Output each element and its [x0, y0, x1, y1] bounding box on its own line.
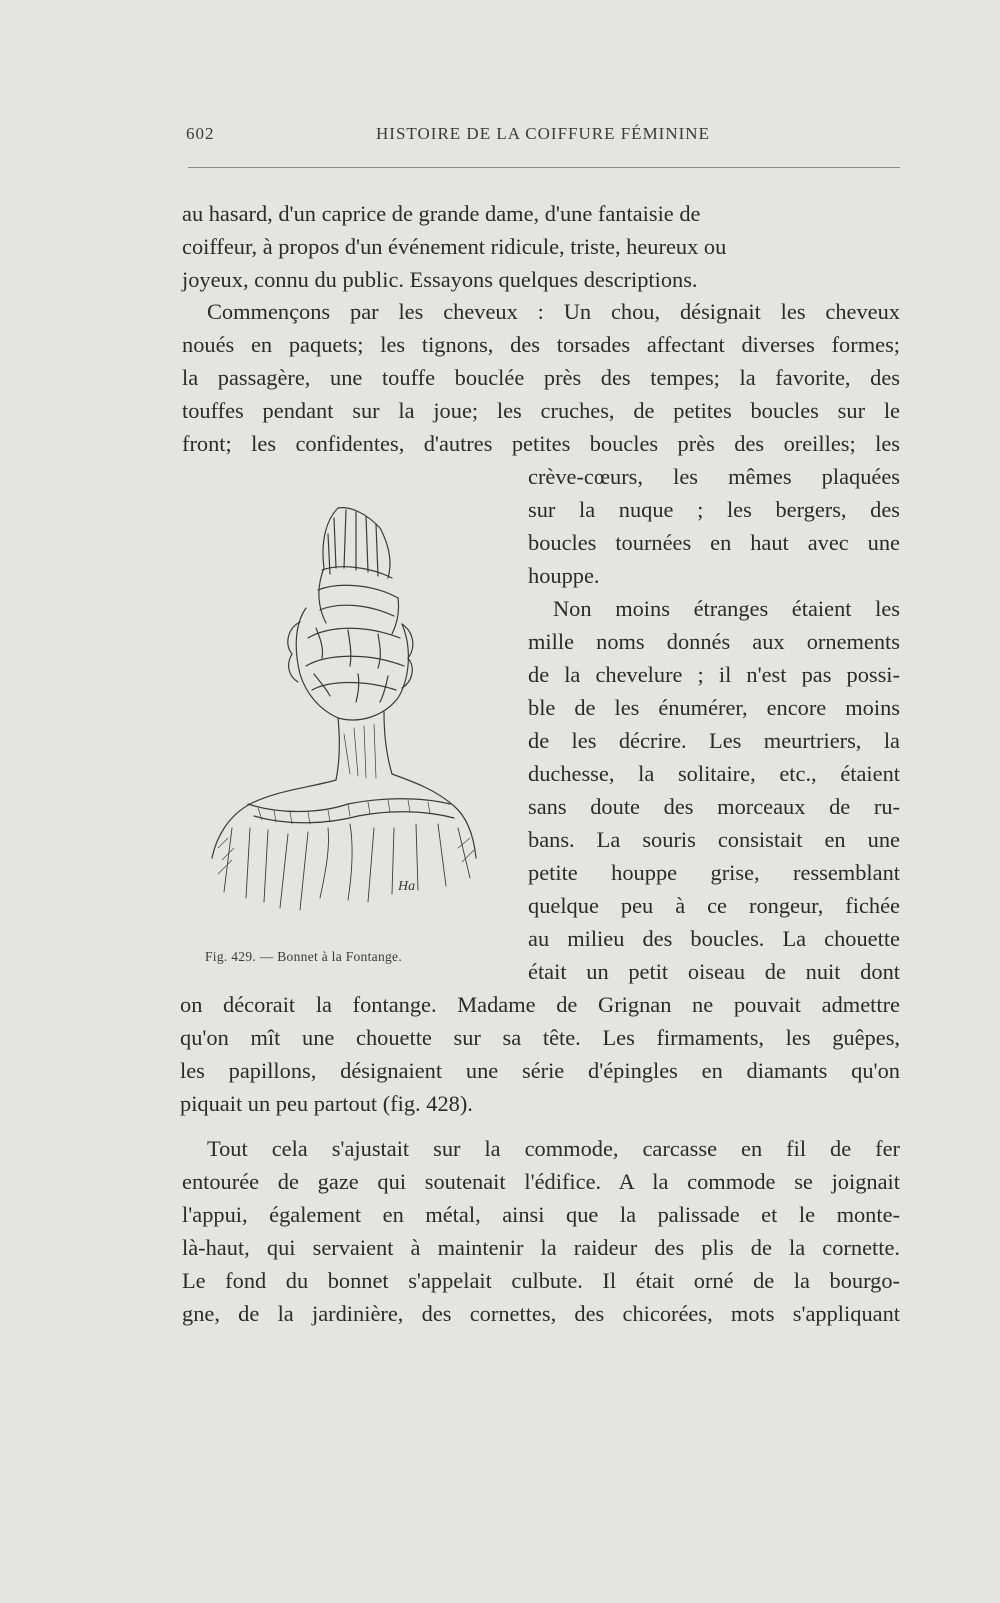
text-line: Le fond du bonnet s'appelait culbute. Il était orné de la bourgo-	[182, 1268, 900, 1293]
text-line: entourée de gaze qui soutenait l'édifice. A la commode se joignait	[182, 1169, 900, 1194]
text-line: mille noms donnés aux ornements	[528, 629, 900, 654]
text-line: ble de les énumérer, encore moins	[528, 695, 900, 720]
paragraph-4	[182, 1132, 900, 1330]
text-line: Commençons par les cheveux : Un chou, désignait les cheveux	[207, 299, 900, 324]
text-line: Tout cela s'ajustait sur la commode, carcasse en fil de fer	[207, 1136, 900, 1161]
paragraph-2-column	[528, 460, 900, 592]
text-line: l'appui, également en métal, ainsi que la palissade et le monte-	[182, 1202, 900, 1227]
text-line: duchesse, la solitaire, etc., étaient	[528, 761, 900, 786]
text-line: gne, de la jardinière, des cornettes, des chicorées, mots s'appliquant	[182, 1301, 900, 1326]
artist-signature: Ha	[398, 879, 416, 894]
header-rule	[188, 167, 900, 168]
text-line: Non moins étranges étaient les	[553, 596, 900, 621]
text-line: houppe.	[528, 563, 600, 588]
text-line: de les décrire. Les meurtriers, la	[528, 728, 900, 753]
page-number: 602	[186, 124, 215, 143]
text-line: de la chevelure ; il n'est pas possi-	[528, 662, 900, 687]
text-line: bans. La souris consistait en une	[528, 827, 900, 852]
text-line: au hasard, d'un caprice de grande dame, d'une fantaisie de	[182, 201, 701, 226]
text-line: coiffeur, à propos d'un événement ridicule, triste, heureux ou	[182, 234, 727, 259]
text-line: les papillons, désignaient une série d'épingles en diamants qu'on	[180, 1058, 900, 1083]
text-line: on décorait la fontange. Madame de Grignan ne pouvait admettre	[180, 992, 900, 1017]
text-line: sur la nuque ; les bergers, des	[528, 497, 900, 522]
text-line: qu'on mît une chouette sur sa tête. Les firmaments, les guêpes,	[180, 1025, 900, 1050]
text-line: était un petit oiseau de nuit dont	[528, 959, 900, 984]
text-line: touffes pendant sur la joue; les cruches, de petites boucles sur le	[182, 398, 900, 423]
text-line: front; les confidentes, d'autres petites boucles près des oreilles; les	[182, 431, 900, 456]
text-line: au milieu des boucles. La chouette	[528, 926, 900, 951]
text-line: crève-cœurs, les mêmes plaquées	[528, 464, 900, 489]
figure-caption: Fig. 429. — Bonnet à la Fontange.	[205, 949, 403, 964]
text-line: là-haut, qui servaient à maintenir la raideur des plis de la cornette.	[182, 1235, 900, 1260]
text-line: boucles tournées en haut avec une	[528, 530, 900, 555]
text-line: sans doute des morceaux de ru-	[528, 794, 900, 819]
bonnet-engraving	[188, 498, 498, 928]
running-title: HISTOIRE DE LA COIFFURE FÉMININE	[376, 124, 710, 143]
text-line: petite houppe grise, ressemblant	[528, 860, 900, 885]
running-header	[186, 120, 900, 150]
text-line: la passagère, une touffe bouclée près des tempes; la favorite, des	[182, 365, 900, 390]
text-line: noués en paquets; les tignons, des torsades affectant diverses formes;	[182, 332, 900, 357]
paragraph-1	[182, 197, 900, 296]
paragraph-3-column	[528, 592, 900, 988]
paragraph-3	[180, 988, 900, 1120]
figure-fontange-illustration	[188, 498, 498, 928]
text-line: piquait un peu partout (fig. 428).	[180, 1091, 473, 1116]
text-line: quelque peu à ce rongeur, fichée	[528, 893, 900, 918]
text-line: joyeux, connu du public. Essayons quelques descriptions.	[182, 267, 698, 292]
paragraph-2	[182, 295, 900, 460]
